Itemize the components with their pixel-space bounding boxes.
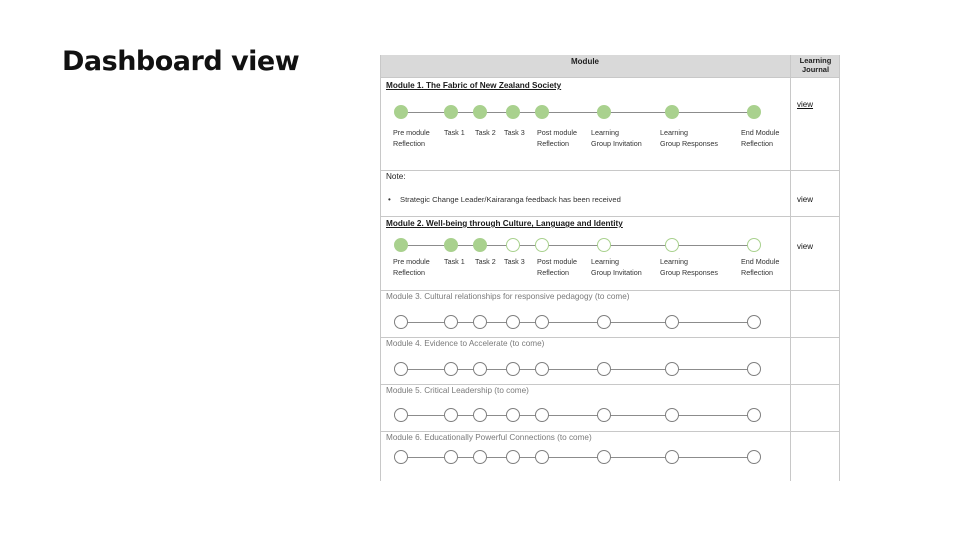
module-1-stage-5-complete-icon[interactable]: [535, 105, 549, 119]
module-6-stage-2-pending-icon[interactable]: [444, 450, 458, 464]
module-4-stage-8-pending-icon[interactable]: [747, 362, 761, 376]
row-divider: [380, 290, 840, 291]
module-5-stage-8-pending-icon[interactable]: [747, 408, 761, 422]
module-4-stage-7-pending-icon[interactable]: [665, 362, 679, 376]
module-5-stage-7-pending-icon[interactable]: [665, 408, 679, 422]
module-1-journal-link[interactable]: view: [797, 100, 814, 109]
row-divider: [380, 384, 840, 385]
module-1-stage-label-7: Learning Group Responses: [660, 128, 718, 148]
module-2-stage-label-2: Task 1: [444, 257, 465, 266]
note-journal-link[interactable]: view: [797, 195, 814, 204]
module-6-stage-5-pending-icon[interactable]: [535, 450, 549, 464]
module-3-title: Module 3. Cultural relationships for responsive pedagogy (to come): [386, 292, 630, 301]
module-1-stage-label-5: Post module Reflection: [537, 128, 577, 148]
module-3-stage-7-pending-icon[interactable]: [665, 315, 679, 329]
module-2-stage-label-7: Learning Group Responses: [660, 257, 718, 277]
module-2-stage-label-6: Learning Group Invitation: [591, 257, 642, 277]
module-4-stage-4-pending-icon[interactable]: [506, 362, 520, 376]
module-2-stage-2-complete-icon[interactable]: [444, 238, 458, 252]
module-1-stage-label-8: End Module Reflection: [741, 128, 780, 148]
module-2-stage-3-complete-icon[interactable]: [473, 238, 487, 252]
note-item-text: Strategic Change Leader/Kairaranga feedback has been received: [400, 195, 621, 204]
module-2-stage-6-pending-icon[interactable]: [597, 238, 611, 252]
module-1-stage-7-complete-icon[interactable]: [665, 105, 679, 119]
module-5-stage-2-pending-icon[interactable]: [444, 408, 458, 422]
row-divider: [380, 431, 840, 432]
module-3-stage-3-pending-icon[interactable]: [473, 315, 487, 329]
module-4-stage-5-pending-icon[interactable]: [535, 362, 549, 376]
module-4-stage-6-pending-icon[interactable]: [597, 362, 611, 376]
module-1-stage-label-4: Task 3: [504, 128, 525, 137]
note-title: Note:: [386, 172, 406, 181]
module-1-stage-6-complete-icon[interactable]: [597, 105, 611, 119]
module-1-stage-3-complete-icon[interactable]: [473, 105, 487, 119]
bullet-icon: •: [388, 195, 391, 204]
row-divider: [380, 337, 840, 338]
module-3-stage-2-pending-icon[interactable]: [444, 315, 458, 329]
module-4-title: Module 4. Evidence to Accelerate (to come): [386, 339, 545, 348]
row-divider: [380, 216, 840, 217]
module-6-title: Module 6. Educationally Powerful Connections (to come): [386, 433, 592, 442]
module-2-stage-label-4: Task 3: [504, 257, 525, 266]
module-4-stage-2-pending-icon[interactable]: [444, 362, 458, 376]
module-1-stage-2-complete-icon[interactable]: [444, 105, 458, 119]
module-1-stage-label-2: Task 1: [444, 128, 465, 137]
module-5-stage-5-pending-icon[interactable]: [535, 408, 549, 422]
column-divider: [790, 55, 791, 481]
row-divider: [380, 170, 840, 171]
module-1-stage-4-complete-icon[interactable]: [506, 105, 520, 119]
row-divider: [380, 77, 840, 78]
module-2-stage-label-3: Task 2: [475, 257, 496, 266]
module-6-stage-3-pending-icon[interactable]: [473, 450, 487, 464]
module-2-stage-4-pending-icon[interactable]: [506, 238, 520, 252]
table-left-border: [380, 55, 381, 481]
module-1-stage-8-complete-icon[interactable]: [747, 105, 761, 119]
module-2-stage-1-complete-icon[interactable]: [394, 238, 408, 252]
table-right-border: [839, 55, 840, 481]
module-3-stage-6-pending-icon[interactable]: [597, 315, 611, 329]
module-2-journal-link[interactable]: view: [797, 242, 814, 251]
module-6-stage-6-pending-icon[interactable]: [597, 450, 611, 464]
module-4-stage-1-pending-icon[interactable]: [394, 362, 408, 376]
module-2-stage-5-pending-icon[interactable]: [535, 238, 549, 252]
module-6-stage-4-pending-icon[interactable]: [506, 450, 520, 464]
module-2-title: Module 2. Well-being through Culture, Language and Identity: [386, 219, 623, 228]
module-3-stage-1-pending-icon[interactable]: [394, 315, 408, 329]
module-1-title: Module 1. The Fabric of New Zealand Society: [386, 81, 562, 90]
note-item: [388, 195, 621, 204]
module-6-stage-1-pending-icon[interactable]: [394, 450, 408, 464]
journal-column-header: [791, 55, 840, 77]
page-title: Dashboard view: [62, 46, 300, 77]
module-2-stage-label-8: End Module Reflection: [741, 257, 780, 277]
module-6-stage-7-pending-icon[interactable]: [665, 450, 679, 464]
module-4-stage-3-pending-icon[interactable]: [473, 362, 487, 376]
module-progress-table: [380, 55, 840, 481]
module-5-stage-1-pending-icon[interactable]: [394, 408, 408, 422]
module-5-stage-6-pending-icon[interactable]: [597, 408, 611, 422]
module-3-stage-4-pending-icon[interactable]: [506, 315, 520, 329]
module-3-stage-5-pending-icon[interactable]: [535, 315, 549, 329]
module-column-header: [380, 55, 790, 77]
module-3-stage-8-pending-icon[interactable]: [747, 315, 761, 329]
module-5-stage-4-pending-icon[interactable]: [506, 408, 520, 422]
module-5-title: Module 5. Critical Leadership (to come): [386, 386, 529, 395]
module-1-stage-label-6: Learning Group Invitation: [591, 128, 642, 148]
module-1-stage-label-3: Task 2: [475, 128, 496, 137]
module-2-stage-label-5: Post module Reflection: [537, 257, 577, 277]
module-1-stage-1-complete-icon[interactable]: [394, 105, 408, 119]
module-5-stage-3-pending-icon[interactable]: [473, 408, 487, 422]
module-1-stage-label-1: Pre module Reflection: [393, 128, 430, 148]
module-2-stage-label-1: Pre module Reflection: [393, 257, 430, 277]
module-2-stage-7-pending-icon[interactable]: [665, 238, 679, 252]
module-2-stage-8-pending-icon[interactable]: [747, 238, 761, 252]
module-header-label: Module: [571, 57, 599, 66]
journal-header-label: Learning Journal: [799, 56, 832, 74]
module-6-stage-8-pending-icon[interactable]: [747, 450, 761, 464]
